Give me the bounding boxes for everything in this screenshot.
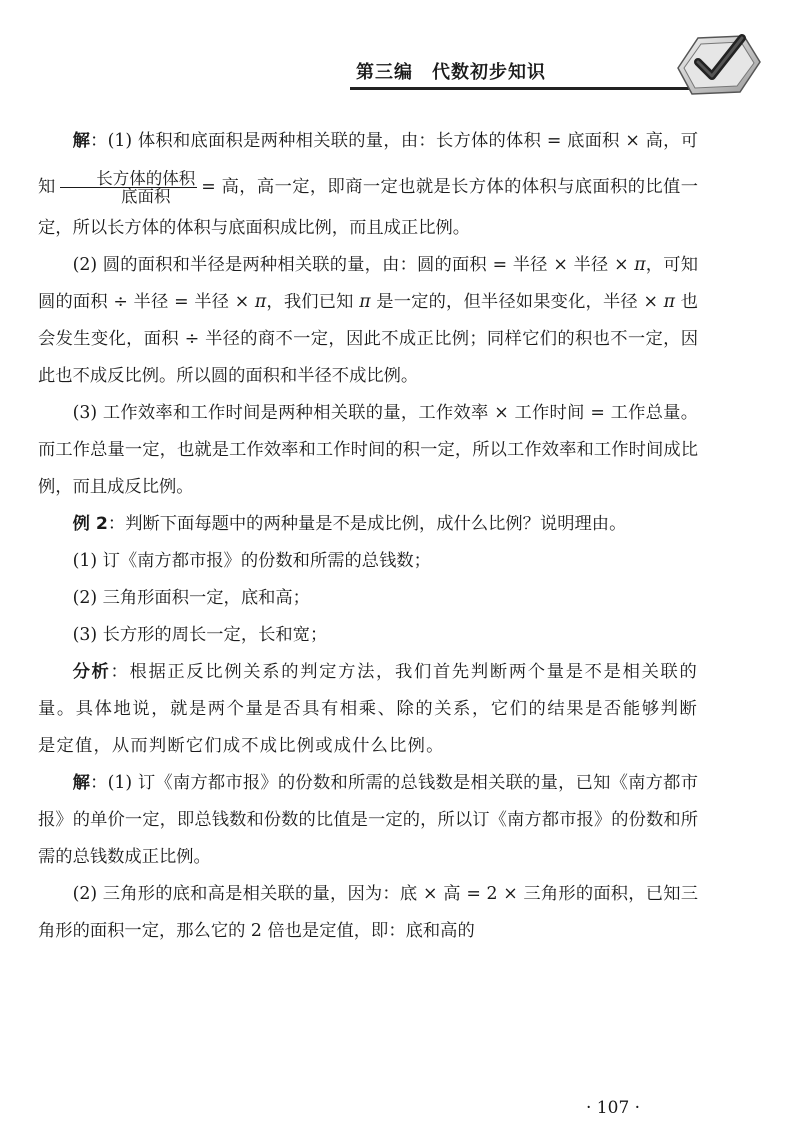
example-item: (1) 订《南方都市报》的份数和所需的总钱数； (72, 551, 431, 571)
solution-paragraph-3: (3) 工作效率和工作时间是两种相关联的量，工作效率 × 工作时间 = 工作总量。而工作总量一定，也就是工作效率和工作时间的积一定，所以工作效率和工作时间成比例，而且成反比例。 (38, 403, 698, 497)
page-header (0, 0, 800, 100)
fraction (60, 170, 198, 206)
analysis-label: 分析 (72, 662, 111, 682)
checkmark-badge-icon (664, 28, 764, 100)
fraction-denominator: 底面积 (121, 187, 171, 206)
pi-symbol: π (634, 255, 646, 275)
example-item: (3) 长方形的周长一定，长和宽； (72, 625, 328, 645)
pi-symbol: π (359, 292, 371, 312)
fraction-numerator: 长方体的体积 (60, 170, 198, 188)
pi-symbol: π (663, 292, 676, 312)
analysis-paragraph: 分析：根据正反比例关系的判定方法，我们首先判断两个量是不是相关联的量。具体地说，就是两个量是否具有相乘、除的关系，它们的结果是否能够判断是定值，从而判断它们成不成比例或成什么比例。 (38, 662, 698, 756)
chapter-title: 第三编 代数初步知识 (356, 62, 546, 83)
example-heading: 例 2：判断下面每题中的两种量是不是成比例，成什么比例？说明理由。 (72, 514, 627, 534)
solution-paragraph-1: 解：(1) 体积和底面积是两种相关联的量，由：长方体的体积 = 底面积 × 高，可知 $\frac{\text{长方体的体积}}{\text{底面积}}$ = 高，高一定，即商一定也就是长方体的体积与底面积的比值一定，所以长方体的体积与底面积成比例，而且成正比例。 (38, 131, 698, 238)
page-number: · 107 · (586, 1098, 641, 1118)
example-label: 例 2 (72, 514, 108, 534)
solution-label: 解 (72, 131, 91, 151)
header-rule (350, 87, 690, 90)
pi-symbol: π (254, 292, 267, 312)
example-item: (2) 三角形面积一定，底和高； (72, 588, 310, 608)
answer-paragraph-1: 解：(1) 订《南方都市报》的份数和所需的总钱数是相关联的量，已知《南方都市报》的单价一定，即总钱数和份数的比值是一定的，所以订《南方都市报》的份数和所需的总钱数成正比例。 (38, 773, 698, 867)
answer-paragraph-2: (2) 三角形的底和高是相关联的量，因为：底 × 高 = 2 × 三角形的面积，已知三角形的面积一定，那么它的 2 倍也是定值，即：底和高的 (38, 884, 698, 941)
answer-label: 解 (72, 773, 91, 793)
page-content (38, 118, 698, 950)
solution-paragraph-2: (2) 圆的面积和半径是两种相关联的量，由：圆的面积 = 半径 × 半径 × π，可知圆的面积 ÷ 半径 = 半径 × π，我们已知 π 是一定的，但半径如果变化，半径 × π 也会发生变化，面积 ÷ 半径的商不一定，因此不成正比例；同样它们的积也不一定，因此也不成反比例。所以圆的面积和半径不成比例。 (38, 255, 698, 386)
